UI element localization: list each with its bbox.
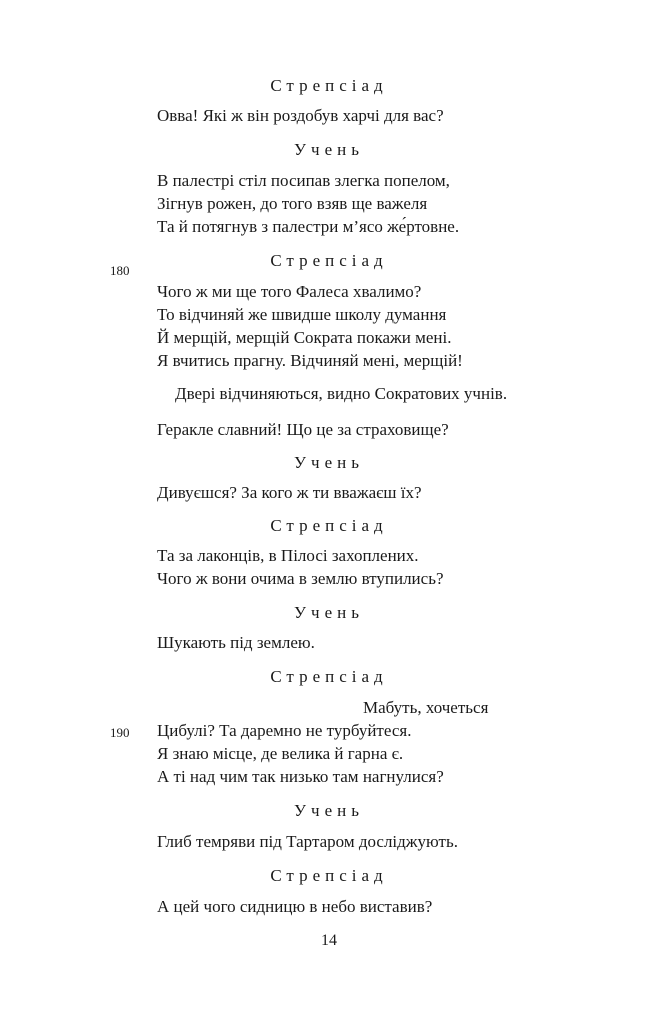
verse-line: Глиб темряви під Тартаром досліджують.	[157, 832, 458, 851]
speaker-name: Стрепсіад	[270, 866, 388, 885]
verse-line: Й мерщій, мерщій Сократа покажи мені.	[157, 328, 452, 347]
verse-line: Зігнув рожен, до того взяв ще важеля	[157, 194, 428, 213]
speaker-name: Учень	[294, 801, 364, 820]
verse-line: В палестрі стіл посипав злегка попелом,	[157, 171, 450, 190]
verse-line: Та й потягнув з палестри м’ясо же́ртовне.	[157, 217, 460, 236]
verse-line: Цибулі? Та даремно не турбуйтеся.	[157, 721, 412, 740]
verse-line: А цей чого сидницю в небо виставив?	[157, 897, 433, 916]
speaker-name: Учень	[294, 140, 364, 159]
verse-line: Шукають під землею.	[157, 633, 315, 652]
verse-line: А ті над чим так низько там нагнулися?	[157, 767, 444, 786]
speaker-name: Стрепсіад	[270, 516, 388, 535]
line-number: 180	[110, 263, 130, 278]
verse-line-continuation: Мабуть, хочеться	[363, 698, 489, 717]
verse-line: То відчиняй же швидше школу думання	[157, 305, 447, 324]
verse-line: Чого ж ми ще того Фалеса хвалимо?	[157, 282, 422, 301]
speaker-name: Учень	[294, 603, 364, 622]
verse-line: Геракле славний! Що це за страховище?	[157, 420, 449, 439]
speaker-name: Учень	[294, 453, 364, 472]
verse-line: Та за лаконців, в Пілосі захоплених.	[157, 546, 419, 565]
verse-line: Дивуєшся? За кого ж ти вважаєш їх?	[157, 483, 422, 502]
stage-direction: Двері відчиняються, видно Сократових учнів.	[175, 384, 508, 403]
verse-line: Чого ж вони очима в землю втупились?	[157, 569, 444, 588]
speaker-name: Стрепсіад	[270, 76, 388, 95]
line-number: 190	[110, 725, 130, 740]
verse-line: Овва! Які ж він роздобув харчі для вас?	[157, 106, 444, 125]
page-number: 14	[321, 932, 337, 949]
speaker-name: Стрепсіад	[270, 251, 388, 270]
speaker-name: Стрепсіад	[270, 667, 388, 686]
verse-line: Я вчитись прагну. Відчиняй мені, мерщій!	[157, 351, 463, 370]
verse-line: Я знаю місце, де велика й гарна є.	[157, 744, 404, 763]
